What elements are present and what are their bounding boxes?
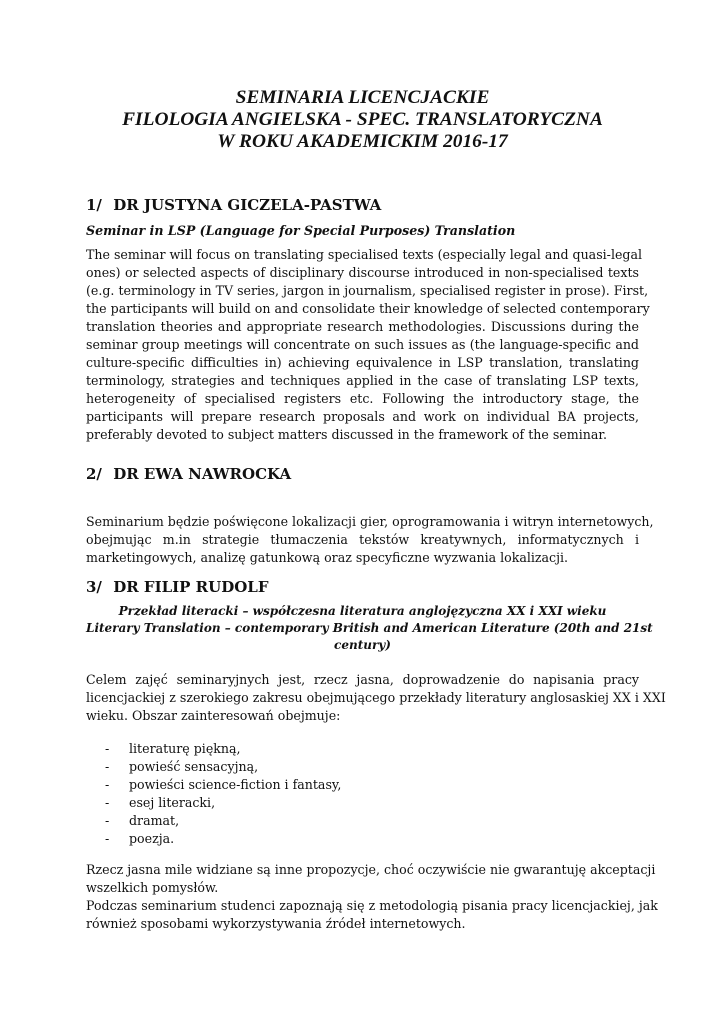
seminar-title-line: century) — [334, 638, 391, 652]
paragraph-line: participants will prepare research proposals and work on individual BA projects, — [86, 409, 639, 424]
section-heading-3 — [86, 577, 268, 597]
section-number: 1/ — [86, 196, 102, 214]
list-marker: - — [105, 741, 110, 756]
supervisor-name: DR EWA NAWROCKA — [113, 465, 292, 483]
paragraph-line: również sposobami wykorzystywania źródeł internetowych. — [86, 916, 466, 931]
paragraph-line: The seminar will focus on translating specialised texts (especially legal and quasi-legal — [86, 247, 643, 262]
section-heading-2 — [86, 464, 291, 484]
paragraph-line: translation theories and appropriate research methodologies. Discussions during the — [86, 319, 639, 334]
list-marker: - — [105, 813, 110, 828]
seminar-title-line: Literary Translation – contemporary British and American Literature (20th and 21st — [86, 621, 653, 635]
paragraph-line: wszelkich pomysłów. — [86, 880, 219, 895]
paragraph-line: the participants will build on and consolidate their knowledge of selected contemporary — [86, 301, 650, 316]
paragraph-line: (e.g. terminology in TV series, jargon in journalism, specialised register in prose). First, — [86, 283, 649, 298]
paragraph-line: ones) or selected aspects of disciplinary discourse introduced in non-specialised texts — [86, 265, 639, 280]
seminar-title — [86, 603, 653, 654]
list-item — [101, 758, 341, 776]
paragraph-line: culture-specific difficulties in) achieving equivalence in LSP translation, translating — [86, 355, 639, 370]
list-item — [101, 794, 341, 812]
list-marker: - — [105, 831, 110, 846]
list-item-text: poezja. — [129, 831, 175, 846]
list-marker: - — [105, 759, 110, 774]
paragraph-line: marketingowych, analizę gatunkową oraz specyficzne wyzwania lokalizacji. — [86, 550, 569, 565]
paragraph-line: Rzecz jasna mile widziane są inne propozycje, choć oczywiście nie gwarantuję akceptacji — [86, 862, 656, 877]
list-item — [101, 740, 341, 758]
paragraph-line: terminology, strategies and techniques applied in the case of translating LSP texts, — [86, 373, 639, 388]
supervisor-name: DR JUSTYNA GICZELA-PASTWA — [113, 196, 382, 214]
section-2-paragraph — [86, 513, 654, 567]
list-marker: - — [105, 795, 110, 810]
list-item-text: esej literacki, — [129, 795, 216, 810]
list-item — [101, 812, 341, 830]
paragraph-line: Podczas seminarium studenci zapoznają się z metodologią pisania pracy licencjackiej, jak — [86, 898, 658, 913]
list-item-text: powieść sensacyjną, — [129, 759, 259, 774]
section-number: 3/ — [86, 578, 102, 596]
paragraph-line: licencjackiej z szerokiego zakresu obejmującego przekłady literatury anglosaskiej XX i XXI — [86, 690, 666, 705]
list-marker: - — [105, 777, 110, 792]
section-3-intro — [86, 671, 666, 725]
seminar-title: Seminar in LSP (Language for Special Purposes) Translation — [86, 223, 516, 238]
section-1-paragraph — [86, 246, 650, 444]
supervisor-name: DR FILIP RUDOLF — [113, 578, 269, 596]
section-number: 2/ — [86, 465, 102, 483]
seminar-title-line: Przekład literacki – współczesna literatura anglojęzyczna XX i XXI wieku — [118, 604, 607, 618]
paragraph-line: seminar group meetings will concentrate on such issues as (the language-specific and — [86, 337, 639, 352]
paragraph-line: Celem zajęć seminaryjnych jest, rzecz jasna, doprowadzenie do napisania pracy — [86, 672, 639, 687]
list-item-text: dramat, — [129, 813, 180, 828]
title-line: SEMINARIA LICENCJACKIE — [235, 87, 490, 108]
paragraph-line: heterogeneity of specialised registers etc. Following the introductory stage, the — [86, 391, 639, 406]
list-item-text: powieści science-fiction i fantasy, — [129, 777, 342, 792]
paragraph-line: preferably devoted to subject matters discussed in the framework of the seminar. — [86, 427, 607, 442]
paragraph-line: Seminarium będzie poświęcone lokalizacji gier, oprogramowania i witryn internetowych, — [86, 514, 654, 529]
paragraph-line: wieku. Obszar zainteresowań obejmuje: — [86, 708, 341, 723]
paragraph-line: obejmując m.in strategie tłumaczenia tekstów kreatywnych, informatycznych i — [86, 532, 639, 547]
list-item — [101, 776, 341, 794]
title-line: W ROKU AKADEMICKIM 2016-17 — [217, 131, 508, 152]
title-line: FILOLOGIA ANGIELSKA - SPEC. TRANSLATORYCZNA — [122, 109, 603, 130]
interest-areas-list — [101, 740, 341, 848]
list-item-text: literaturę piękną, — [129, 741, 241, 756]
list-item — [101, 830, 341, 848]
document-title — [0, 87, 725, 153]
section-heading-1 — [86, 195, 381, 215]
section-3-closing — [86, 861, 658, 933]
